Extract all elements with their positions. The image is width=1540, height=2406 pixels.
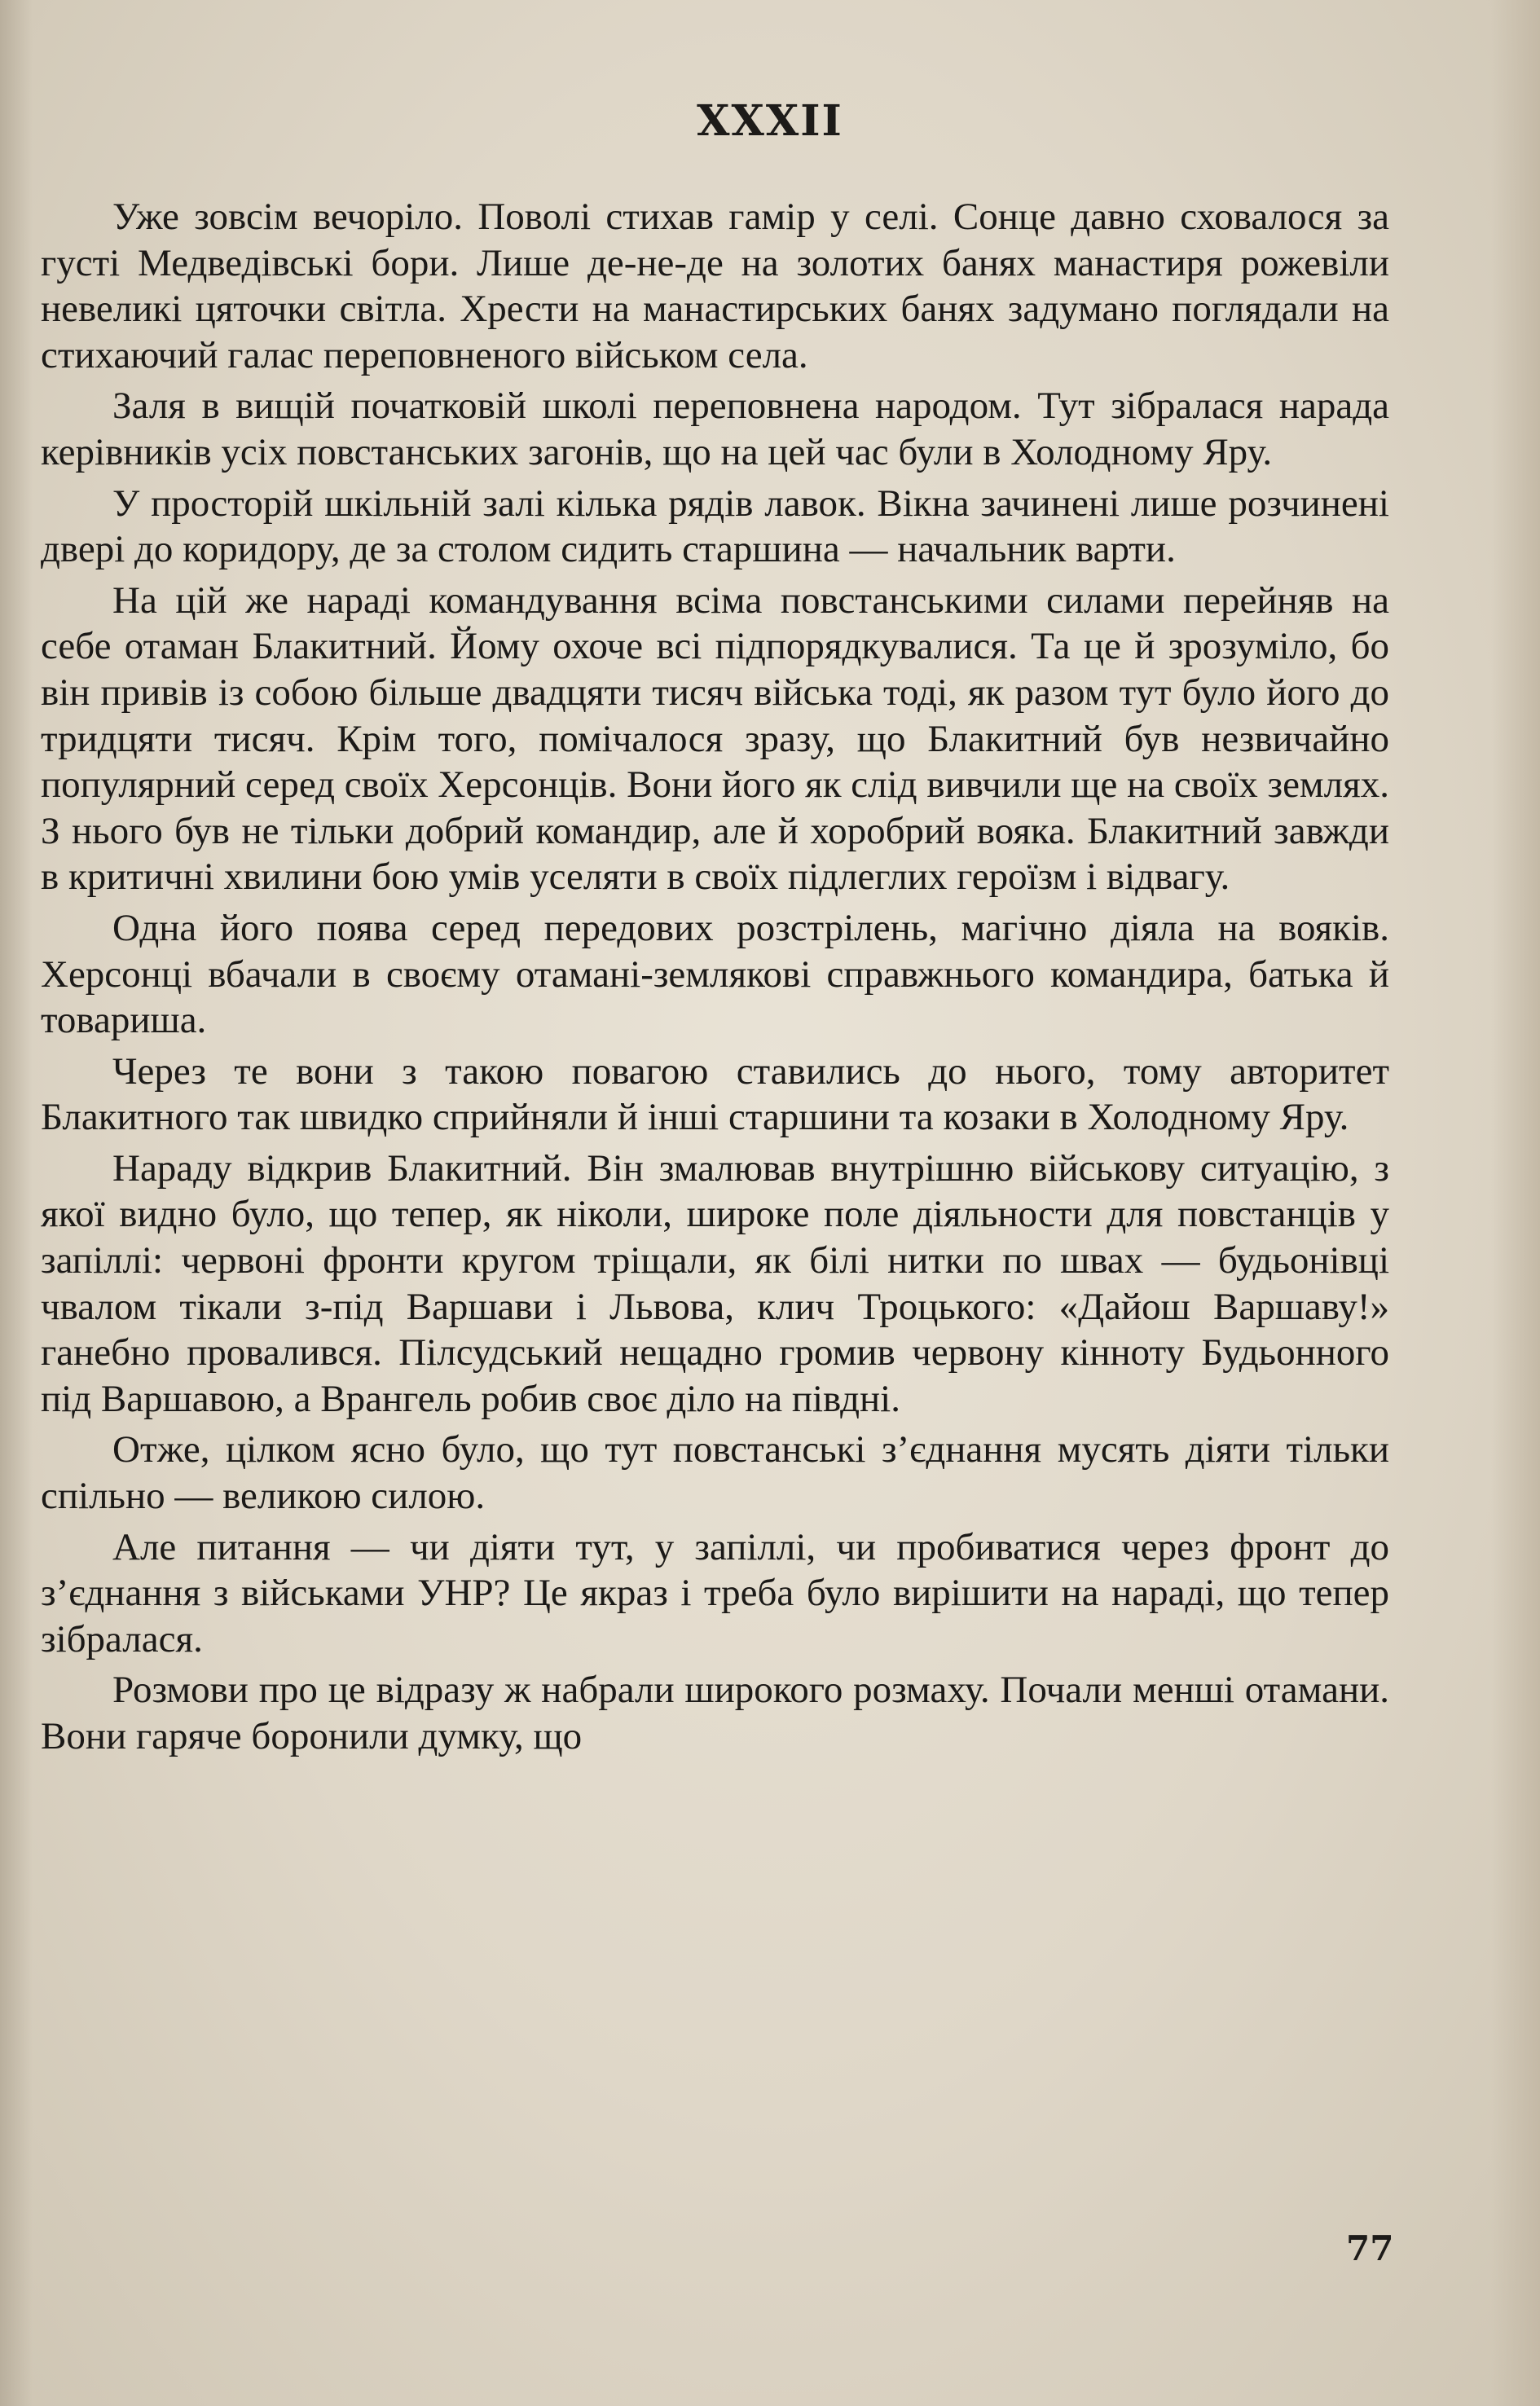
paragraph: Розмови про це відразу ж набрали широкого розмаху. Почали менші отамани. Вони гаряче боронили думку, що [41, 1669, 1389, 1757]
paragraph: На цій же нараді командування всіма повстанськими силами перейняв на себе отаман Блакитний. Йому охоче всі підпорядкувалися. Та це й зрозуміло, бо він привів із собою більше двадцяти тисяч війська тоді, як разом тут було його до тридцяти тисяч. Крім того, помічалося зразу, що Блакитний був незвичайно популярний серед своїх Херсонців. Вони його як слід вивчили ще на своїх землях. З нього був не тільки добрий командир, але й хоробрий вояка. Блакитний завжди в критичні хвилини бою умів уселяти в своїх підлеглих героїзм і відвагу. [41, 578, 1389, 899]
paragraph: Отже, цілком ясно було, що тут повстанські з’єднання мусять діяти тільки спільно — великою силою. [41, 1428, 1389, 1518]
paragraph: Уже зовсім вечоріло. Поволі стихав гамір у селі. Сонце давно сховалося за густі Медведівські бори. Лише де-не-де на золотих банях манастиря рожевіли невеликі цяточки світла. Хрести на манастирських банях задумано поглядали на стихаючий галас переповненого військом села. [41, 196, 1389, 376]
paragraph: Але питання — чи діяти тут, у запіллі, чи пробиватися через фронт до з’єднання з військами УНР? Це якраз і треба було вирішити на нараді, що тепер зібралася. [41, 1525, 1389, 1660]
page-number: 77 [1346, 2228, 1394, 2268]
paragraph: Через те вони з такою повагою ставились до нього, тому авторитет Блакитного так швидко сприйняли й інші старшини та козаки в Холодному Яру. [41, 1049, 1389, 1139]
chapter-title: XXXII [697, 96, 843, 146]
body-text [41, 194, 1389, 1765]
paragraph: У просторій шкільній залі кілька рядів лавок. Вікна зачинені лише розчинені двері до коридору, де за столом сидить старшина — начальник варти. [41, 482, 1389, 571]
paragraph: Нараду відкрив Блакитний. Він змалював внутрішню військову ситуацію, з якої видно було, що тепер, як ніколи, широке поле діяльности для повстанців у запіллі: червоні фронти кругом тріщали, як білі нитки по швах — будьонівці чвалом тікали з-під Варшави і Львова, клич Троцького: «Дайош Варшаву!» ганебно провалився. Пілсудський нещадно громив червону кінноту Будьонного під Варшавою, а Врангель робив своє діло на півдні. [41, 1146, 1389, 1420]
paragraph: Одна його поява серед передових розстрілень, магічно діяла на вояків. Херсонці вбачали в своєму отамані-землякові справжнього командира, батька й товариша. [41, 906, 1389, 1042]
paragraph: Заля в вищій початковій школі переповнена народом. Тут зібралася нарада керівників усіх повстанських загонів, що на цей час були в Холодному Яру. [41, 385, 1389, 473]
